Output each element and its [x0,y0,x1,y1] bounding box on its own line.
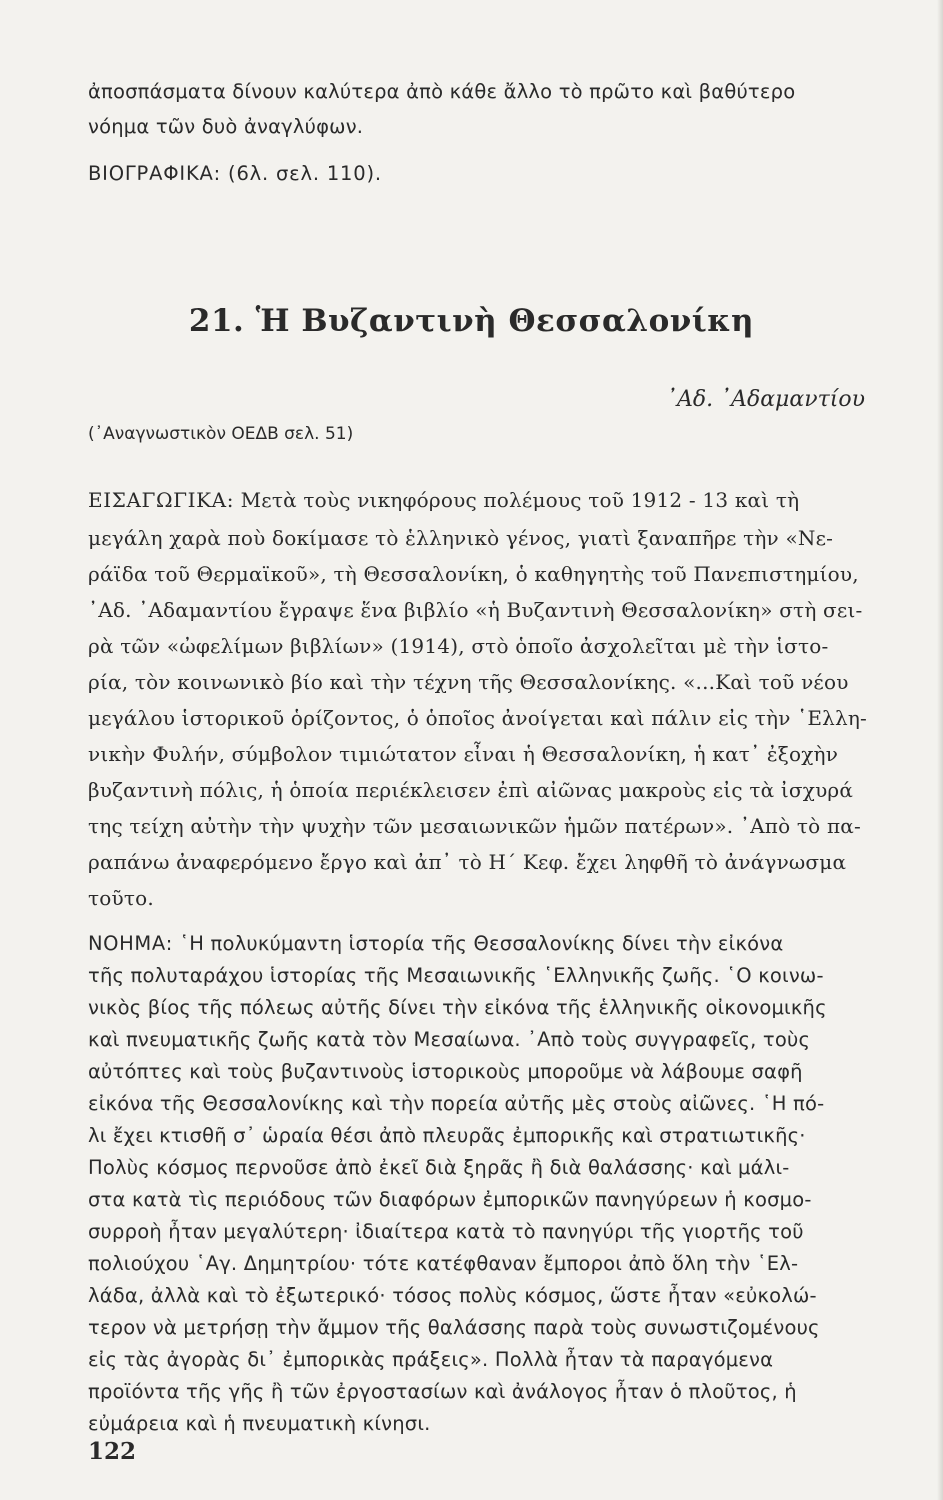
chapter-title: 21. Ἡ Βυζαντινὴ Θεσσαλονίκη [188,303,755,339]
noima-line-11: πολιούχου ῾Αγ. Δημητρίου· τότε κατέφθαναν ἔμποροι ἀπὸ ὅλη τὴν ῾Ελ- [88,1252,799,1275]
noima-line-1-text: ῾Η πολυκύμαντη ἱστορία τῆς Θεσσαλονίκης δίνει τὴν εἰκόνα [172,932,784,955]
noima-line-12: λάδα, ἀλλὰ καὶ τὸ ἐξωτερικό· τόσος πολὺς κόσμος, ὥστε ἦταν «εὐκολώ- [88,1284,817,1307]
source-reference: (᾿Αναγνωστικὸν ΟΕΔΒ σελ. 51) [88,424,354,444]
page-edge-shadow [937,0,943,1500]
noima-line-14: εἰς τὰς ἀγορὰς δι᾿ ἐμπορικὰς πράξεις». Πολλὰ ἦταν τὰ παραγόμενα [88,1348,774,1371]
noima-line-4: καὶ πνευματικῆς ζωῆς κατὰ τὸν Μεσαίωνα. ᾿Απὸ τοὺς συγγραφεῖς, τοὺς [88,1028,811,1051]
noima-line-5: αὐτόπτες καὶ τοὺς βυζαντινοὺς ἱστορικοὺς μποροῦμε νὰ λάβουμε σαφῆ [88,1060,803,1083]
noima-line-13: τερον νὰ μετρήσῃ τὴν ἄμμον τῆς θαλάσσης παρὰ τοὺς συνωστιζομένους [88,1316,820,1339]
noima-line-8: Πολὺς κόσμος περνοῦσε ἀπὸ ἐκεῖ διὰ ξηρᾶς ἢ διὰ θαλάσσης· καὶ μάλι- [88,1156,790,1179]
noima-line-15: προϊόντα τῆς γῆς ἢ τῶν ἐργοστασίων καὶ ἀνάλογος ἦταν ὁ πλοῦτος, ἡ [88,1380,797,1403]
noima-line-16: εὐμάρεια καὶ ἡ πνευματικὴ κίνησι. [88,1412,431,1435]
top-line-1: ἀποσπάσματα δίνουν καλύτερα ἀπὸ κάθε ἄλλο τὸ πρῶτο καὶ βαθύτερο [88,80,796,103]
noima-line-10: συρροὴ ἦταν μεγαλύτερη· ἰδιαίτερα κατὰ τὸ πανηγύρι τῆς γιορτῆς τοῦ [88,1220,804,1243]
noima-line-2: τῆς πολυταράχου ἱστορίας τῆς Μεσαιωνικῆς ῾Ελληνικῆς ζωῆς. ῾Ο κοινω- [88,964,824,987]
intro-line-7: μεγάλου ἱστορικοῦ ὁρίζοντος, ὁ ὁποῖος ἀνοίγεται καὶ πάλιν εἰς τὴν ῾Ελλη- [88,706,868,730]
intro-line-5: ρὰ τῶν «ὠφελίμων βιβλίων» (1914), στὸ ὁποῖο ἀσχολεῖται μὲ τὴν ἱστο- [88,634,829,658]
noima-line-3: νικὸς βίος τῆς πόλεως αὐτῆς δίνει τὴν εἰκόνα τῆς ἑλληνικῆς οἰκονομικῆς [88,996,827,1019]
noima-line-7: λι ἔχει κτισθῆ σ᾿ ὡραία θέσι ἀπὸ πλευρᾶς ἐμπορικῆς καὶ στρατιωτικῆς· [88,1124,806,1147]
noima-line-1 [88,932,783,955]
intro-line-11: ραπάνω ἀναφερόμενο ἔργο καὶ ἀπ᾿ τὸ Η΄ Κεφ. ἔχει ληφθῆ τὸ ἀνάγνωσμα [88,850,847,874]
noima-line-9: στα κατὰ τὶς περιόδους τῶν διαφόρων ἐμπορικῶν πανηγύρεων ἡ κοσμο- [88,1188,812,1211]
intro-line-2: μεγάλη χαρὰ ποὺ δοκίμασε τὸ ἑλληνικὸ γένος, γιατὶ ξαναπῆρε τὴν «Νε- [88,526,834,550]
biography-line: ΒΙΟΓΡΑΦΙΚΑ: (6λ. σελ. 110). [88,162,382,185]
intro-line-1 [88,488,799,512]
noima-line-6: εἰκόνα τῆς Θεσσαλονίκης καὶ τὴν πορεία αὐτῆς μὲς στοὺς αἰῶνες. ῾Η πό- [88,1092,825,1115]
intro-line-1-text: Μετὰ τοὺς νικηφόρους πολέμους τοῦ 1912 - 13 καὶ τὴ [234,488,800,512]
intro-line-6: ρία, τὸν κοινωνικὸ βίο καὶ τὴν τέχνη τῆς Θεσσαλονίκης. «...Καὶ τοῦ νέου [88,670,849,694]
intro-line-10: της τείχη αὐτὴν τὴν ψυχὴν τῶν μεσαιωνικῶν ἡμῶν πατέρων». ᾿Απὸ τὸ πα- [88,814,861,838]
intro-label: ΕΙΣΑΓΩΓΙΚΑ: [88,488,235,512]
page-number: 122 [88,1438,137,1465]
noima-label: ΝΟΗΜΑ: [88,932,173,955]
author-name: ᾿Αδ. ᾿Αδαμαντίου [665,387,865,412]
intro-line-3: ράϊδα τοῦ Θερμαϊκοῦ», τὴ Θεσσαλονίκη, ὁ καθηγητὴς τοῦ Πανεπιστημίου, [88,562,859,586]
top-line-2: νόημα τῶν δυὸ ἀναγλύφων. [88,115,364,138]
intro-line-8: νικὴν Φυλήν, σύμβολον τιμιώτατον εἶναι ἡ Θεσσαλονίκη, ἡ κατ᾿ ἐξοχὴν [88,742,839,766]
intro-line-9: βυζαντινὴ πόλις, ἡ ὁποία περιέκλεισεν ἐπὶ αἰῶνας μακροὺς εἰς τὰ ἰσχυρά [88,778,854,802]
intro-line-12: τοῦτο. [88,886,154,910]
intro-line-4: ᾿Αδ. ᾿Αδαμαντίου ἔγραψε ἕνα βιβλίο «ἡ Βυζαντινὴ Θεσσαλονίκη» στὴ σει- [88,598,863,622]
